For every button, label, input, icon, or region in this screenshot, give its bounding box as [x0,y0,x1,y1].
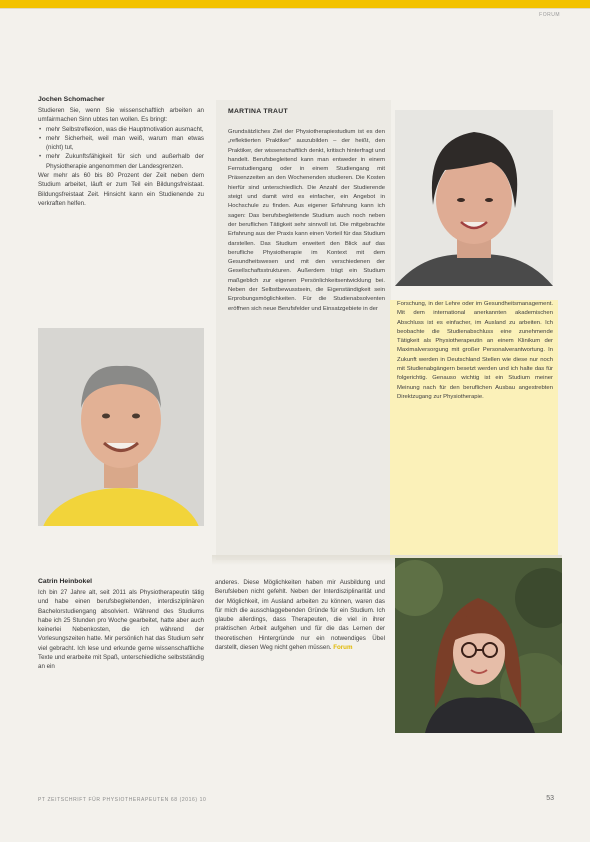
catrin-photo [395,558,562,733]
page-number: 53 [546,795,554,802]
catrin-name: Catrin Heinbokel [38,578,93,585]
jochen-text [38,106,204,208]
martina-photo [395,110,553,286]
end-mark: Forum [333,644,353,652]
jochen-bullet-list [38,125,204,171]
jochen-outro: Wer mehr als 60 bis 80 Prozent der Zeit neben dem Studium arbeitet, läuft er zum Teil ein Bildungsfreistaat. Bildungsfreistaat Zeit. Hinsicht kann ein Studienende zu verkraften helfen. [38,172,204,207]
jochen-name: Jochen Schomacher [38,96,105,103]
top-divider [0,8,590,9]
catrin-col2-body: anderes. Diese Möglichkeiten haben mir Ausbildung und Berufsleben nicht gefehlt. Neben der Interdisziplinarität und der Möglichkeit, im Ausland arbeiten zu können, waren das für mich die ausschlaggebenden Gründe für ein Studium. Ich glaube allerdings, dass Therapeuten, die viel in ihrer praktischen Arbeit aufgehen und für die das Lernen der theoretischen Hintergründe nur ein notwendiges Übel darstellt, diesen Weg nicht gehen müssen. [215,579,385,652]
footer-journal: PT ZEITSCHRIFT FÜR PHYSIOTHERAPEUTEN 68 (2016) 10 [38,797,207,803]
jochen-intro: Studieren Sie, wenn Sie wissenschaftlich arbeiten an umfairmachen Sinn ubtes ten wollen. Es bringt: [38,107,204,124]
jochen-bullet: • mehr Selbstreflexion, was die Hauptmotivation ausmacht, [46,125,204,134]
martina-name: MARTINA TRAUT [228,108,288,115]
jochen-photo [38,328,204,526]
martina-text-col2: Forschung, in der Lehre oder im Gesundheitsmanagement. Mit dem international anerkannten akademischen Abschluss ist es einfacher, im Ausland zu arbeiten. Ich beobachte die Studienabschluss eine zunehmende Tätigkeit als Physiotherapeutin an einem Klinikum der Maximalversorgung mit großer Personalverantwortung. In Zukunft werden in Deutschland Stellen wie diese nur noch mit Studienabgängern besetzt werden und ich halte das für folgerichtig. Genauso wichtig ist ein Studium meiner Meinung nach für den beruflichen Ausbau angestrebten Direktzugang zur Physiotherapie. [397,301,553,400]
catrin-text-col2 [215,578,385,652]
jochen-bullet: • mehr Zukunftsfähigkeit für sich und außerhalb der Physiotherapie angenommen der Landesgrenzen. [46,152,204,171]
top-accent-bar [0,0,590,8]
catrin-text-col1: Ich bin 27 Jahre alt, seit 2011 als Physiotherapeutin tätig und habe einen berufsbegleitenden, interdisziplinären Bachelorstudiengang absolviert. Während des Studiums habe ich 25 Stunden pro Woche gearbeitet, hatte aber auch keinerlei Nebenkosten, die ich während der Vorlesungszeiten hatte. Mir persönlich hat das Studium sehr viel gebracht. Ich lese und erkunde gerne wissenschaftliche Texte und erarbeite mit Spaß, unterschiedliche selbstständig an ein [38,589,204,671]
martina-text-col1: Grundsätzliches Ziel der Physiotherapiestudium ist es den „reflektierten Praktiker" auszubilden – der heißt, den Praktiker, der wissenschaftlich denkt, kritisch hinterfragt und handelt. Berufsbegleitend kann man entweder in einem Fernstudiengang oder in einem Studiengang mit Präsenzzeiten an den Wochenenden studieren. Die Kosten hierfür sind unterschiedlich. Die Anzahl der Studierende steigt und damit wird es einfacher, ein Angebot in Hochschule zu finden. Aus eigener Erfahrung kann ich sagen: Das berufsbegleitende Studium auch noch neben der beruflichen Tätigkeit sehr sinnvoll ist. Die mitgebrachte Erfahrung aus der Praxis kann einen Vorteil für das Studium darstellen. Das Studium erweitert den Blick auf das berufliche Physiotherapie im Kontext mit dem Gesundheitswesen und mit den verschiedenen der Gesellschaftsstrukturen. Außerdem trägt ein Studium maßgeblich zur eigenen Persönlichkeitsentwicklung bei. Neben der Selbstbewusstsein, die Eigenständigkeit sein Erprobungsmöglichkeiten. Für die Studienabsolventen eröffnen sich neue Berufsfelder und Einsatzgebiete in der [228,129,385,312]
section-tag: FORUM [539,12,560,18]
jochen-bullet: • mehr Sicherheit, weil man weiß, warum man etwas (nicht) tut, [46,134,204,153]
